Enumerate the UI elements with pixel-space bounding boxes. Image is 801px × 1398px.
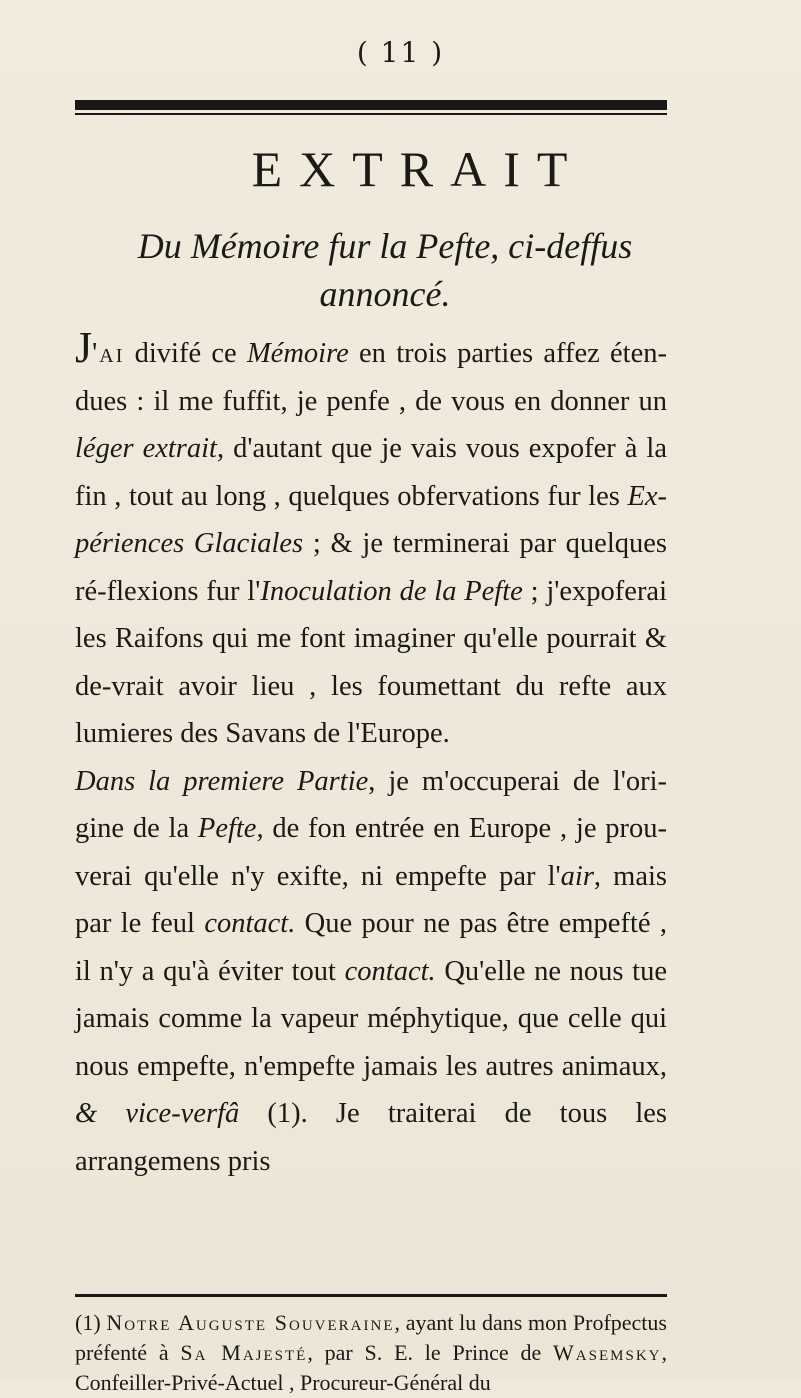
text-run: , par S. E. le Prince de [307, 1340, 554, 1365]
text-run: (1). Je traiterai de tous les arrangemens pris [75, 1098, 667, 1177]
text-run: , ayant lu dans mon Profpectus préfenté à [75, 1310, 667, 1365]
text-run: , de fon entrée en Europe , je prou-verai qu'elle n'y exifte, ni empefte par l' [75, 813, 667, 892]
text-run: Notre Auguste Souveraine [106, 1310, 395, 1335]
text-run: Dans la premiere Partie [75, 765, 369, 797]
section-heading: EXTRAIT [251, 141, 585, 197]
section-subheading [80, 222, 690, 318]
text-run: air [560, 860, 594, 892]
text-run: Wasemsky [553, 1340, 662, 1365]
text-run: ; & je terminerai par quelques ré-flexions fur l' [75, 528, 667, 607]
text-run: Que pour ne pas être empefté , il n'y a qu'à éviter tout [75, 908, 667, 987]
text-run: Inoculation de la Pefte [260, 575, 523, 607]
header-rule-thick [75, 100, 667, 110]
text-run: Sa Majesté [180, 1340, 308, 1365]
paragraph-2 [75, 758, 667, 1186]
text-run: Mémoire [246, 338, 349, 369]
text-run: , mais par le feul [75, 860, 668, 939]
footnote-marker: (1) [75, 1310, 107, 1335]
text-run: 'ai [92, 338, 125, 369]
text-run: Pefte [197, 813, 257, 844]
text-run: , d'autant que je vais vous expofer à la fin , tout au long , quelques obfervations fur les [75, 433, 667, 512]
subheading-line-2: annoncé. [319, 274, 451, 314]
paragraph-1 [75, 323, 668, 758]
header-rule-thin [75, 113, 667, 115]
subheading-line-1: Du Mémoire fur la Pefte, ci-deffus [137, 226, 633, 266]
text-run: en trois parties affez éten-dues : il me fuffit, je penfe , de vous en donner un [75, 338, 667, 417]
text-run: divifé ce [124, 338, 247, 369]
footnote [75, 1308, 667, 1398]
body-text [75, 323, 668, 1185]
drop-cap: J [75, 323, 93, 372]
text-run: Qu'elle ne nous tue jamais comme la vapeur méphytique, que celle qui nous empefte, n'empefte jamais les autres animaux, [75, 955, 667, 1082]
text-run: contact. [204, 908, 296, 939]
text-run: & vice-verfâ [75, 1098, 240, 1129]
text-run: contact. [344, 955, 436, 987]
footnote-rule [75, 1294, 667, 1297]
page-number: ( 11 ) [356, 36, 445, 69]
text-run: , Confeiller-Privé-Actuel , Procureur-Général du [75, 1340, 667, 1395]
text-run: ; j'expoferai les Raifons qui me font imaginer qu'elle pourrait & de-vrait avoir lieu , les foumettant du refte aux lumieres des Savans de l'Europe. [75, 575, 668, 749]
text-run: , je m'occuperai de l'ori-gine de la [75, 765, 668, 844]
text-run: Ex-périences Glaciales [75, 480, 667, 559]
text-run: léger extrait [75, 433, 217, 464]
